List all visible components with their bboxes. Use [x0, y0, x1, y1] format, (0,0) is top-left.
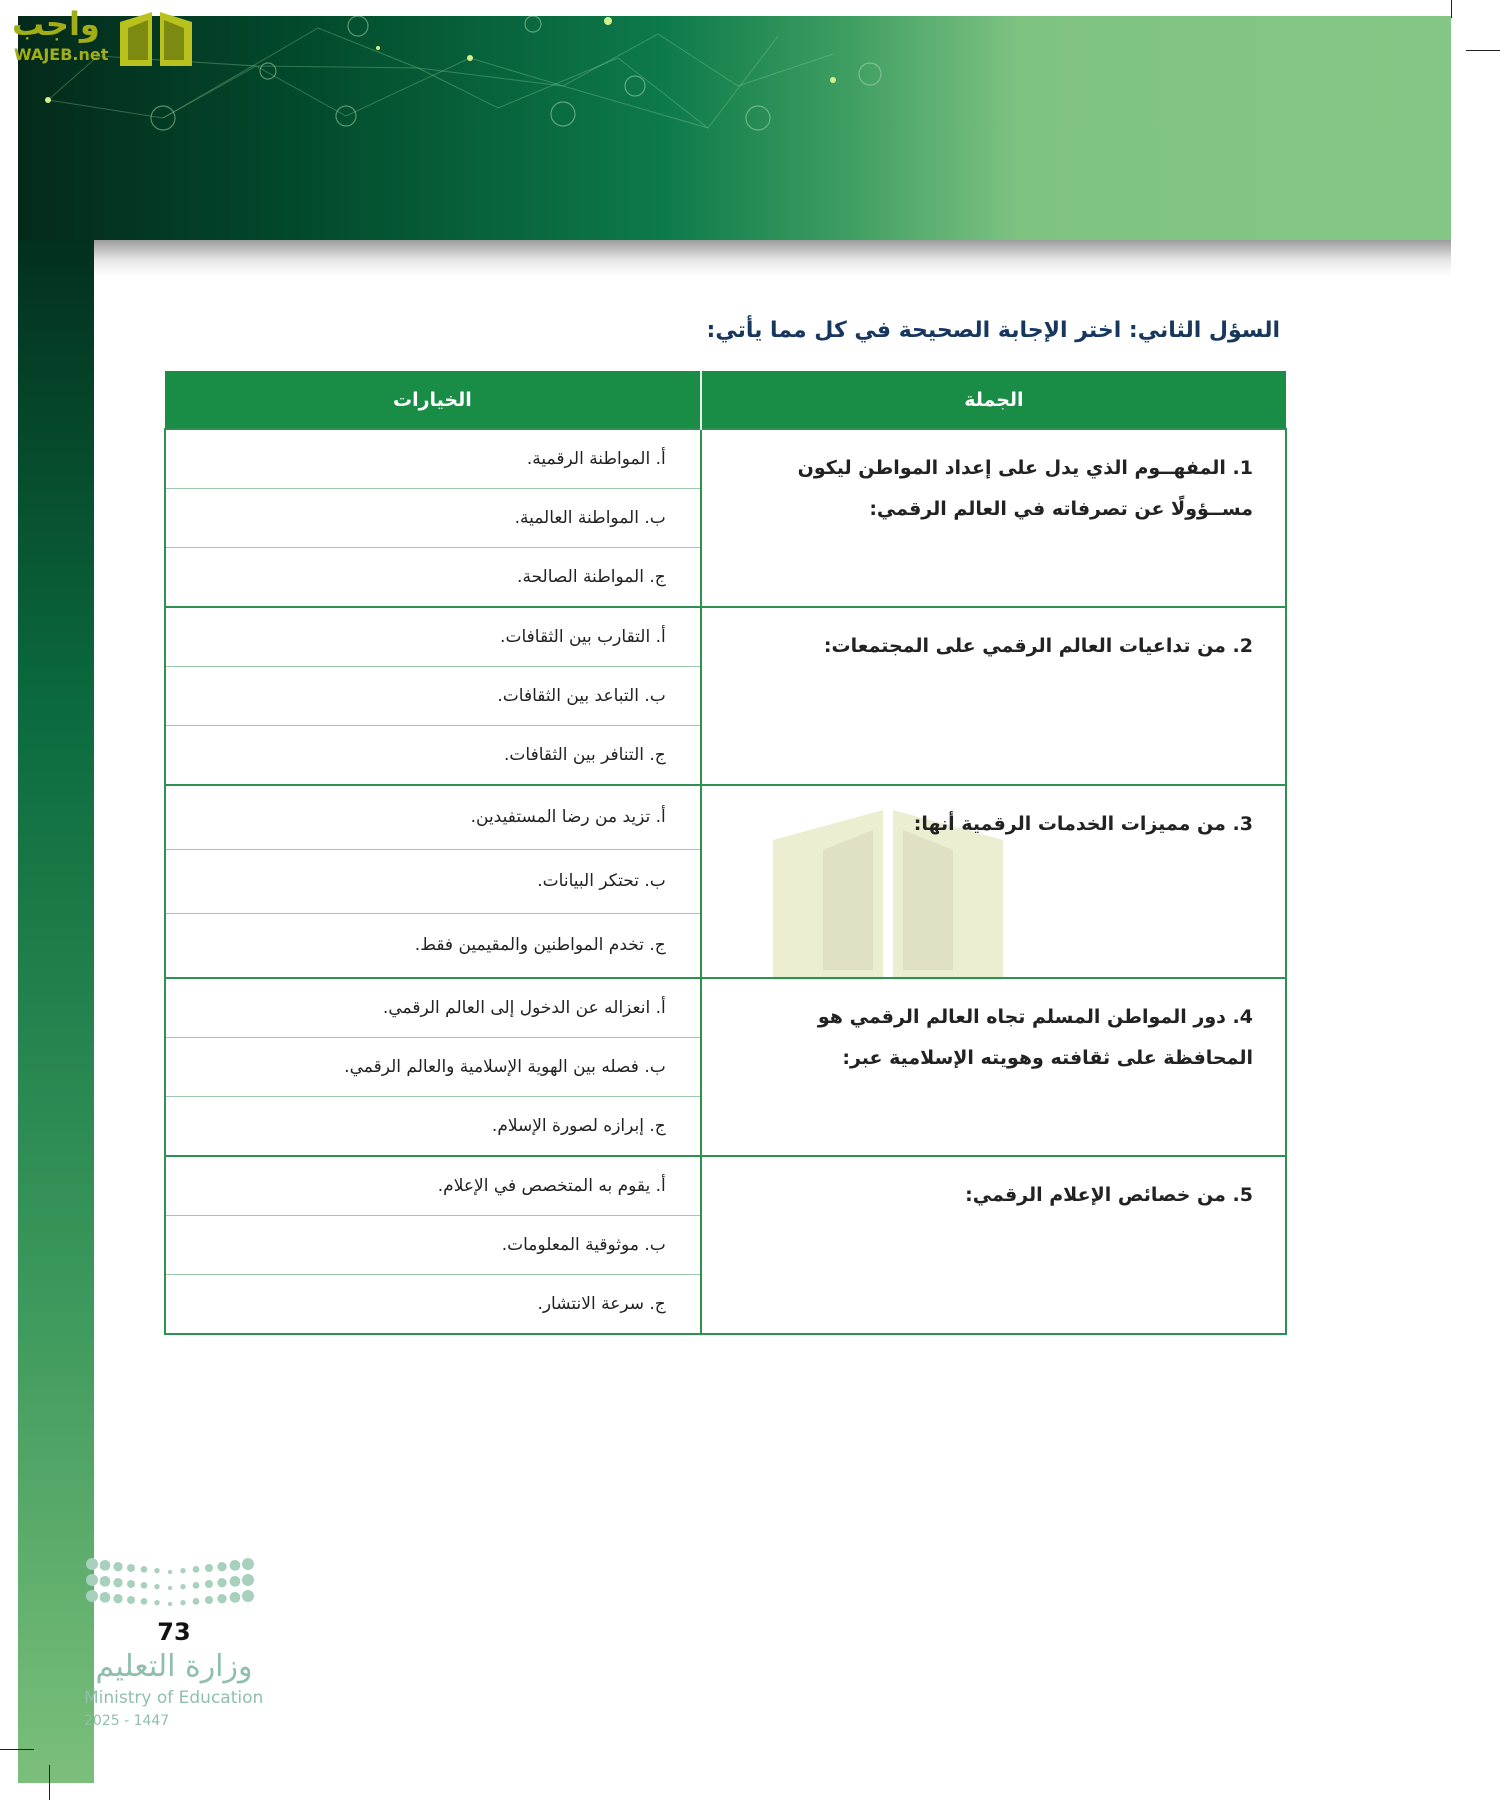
- logo-text-ar: واجب: [12, 5, 100, 43]
- ministry-dot: [141, 1582, 148, 1589]
- table-row: [165, 1156, 1286, 1334]
- table-row: [165, 607, 1286, 785]
- options-cell: [165, 429, 701, 607]
- ministry-dot: [86, 1558, 98, 1570]
- answer-option[interactable]: أ. انعزاله عن الدخول إلى العالم الرقمي.: [166, 979, 700, 1038]
- ministry-dot: [230, 1592, 241, 1603]
- ministry-dot: [154, 1568, 159, 1573]
- ministry-dot: [168, 1602, 172, 1606]
- answer-option[interactable]: أ. تزيد من رضا المستفيدين.: [166, 786, 700, 850]
- crop-mark: [49, 1765, 50, 1800]
- ministry-dot: [141, 1598, 148, 1605]
- ministry-dot: [113, 1578, 122, 1587]
- answer-option[interactable]: ج. المواطنة الصالحة.: [517, 567, 666, 587]
- ministry-dot: [100, 1592, 111, 1603]
- ministry-logo: [84, 1556, 284, 1756]
- ministry-dot: [141, 1566, 148, 1573]
- ministry-dot: [193, 1582, 200, 1589]
- ministry-dot: [242, 1558, 254, 1570]
- ministry-dot: [180, 1568, 185, 1573]
- ministry-dot: [193, 1566, 200, 1573]
- question-text: 2. من تداعيات العالم الرقمي على المجتمعات:: [701, 607, 1286, 785]
- options-cell: [165, 785, 701, 978]
- answer-option[interactable]: ب. فصله بين الهوية الإسلامية والعالم الرقمي.: [166, 1038, 700, 1097]
- ministry-name-ar: وزارة التعليم: [95, 1649, 253, 1684]
- wajeb-logo: [10, 6, 190, 68]
- table-row: [165, 978, 1286, 1156]
- ministry-name-en: Ministry of Education: [84, 1688, 264, 1708]
- question-text: 5. من خصائص الإعلام الرقمي:: [701, 1156, 1286, 1334]
- edition-year: 2025 - 1447: [84, 1713, 170, 1729]
- ministry-dot: [127, 1596, 135, 1604]
- question-title: السؤل الثاني: اختر الإجابة الصحيحة في كل مما يأتي:: [706, 318, 1280, 343]
- ministry-dot: [180, 1584, 185, 1589]
- question-text: 4. دور المواطن المسلم تجاه العالم الرقمي هو المحافظة على ثقافته وهويته الإسلامية عبر:: [701, 978, 1286, 1156]
- crop-mark: [1466, 50, 1500, 51]
- answer-option[interactable]: ب. المواطنة العالمية.: [166, 489, 700, 548]
- answer-option[interactable]: ب. التباعد بين الثقافات.: [166, 667, 700, 726]
- answer-option[interactable]: ج. التنافر بين الثقافات.: [503, 745, 666, 765]
- header-banner: [18, 16, 1451, 240]
- ministry-dot: [127, 1580, 135, 1588]
- book-icon: [116, 8, 196, 68]
- ministry-dot: [205, 1580, 213, 1588]
- answer-option[interactable]: أ. يقوم به المتخصص في الإعلام.: [166, 1157, 700, 1216]
- ministry-dots-icon: [84, 1556, 264, 1618]
- options-cell: [165, 978, 701, 1156]
- ministry-dot: [230, 1576, 241, 1587]
- crop-mark: [0, 1749, 34, 1750]
- options-cell: [165, 607, 701, 785]
- ministry-dot: [217, 1578, 226, 1587]
- ministry-dot: [168, 1586, 172, 1590]
- answer-option[interactable]: ب. موثوقية المعلومات.: [166, 1216, 700, 1275]
- answer-option[interactable]: ج. إبرازه لصورة الإسلام.: [491, 1116, 666, 1136]
- answer-option[interactable]: أ. التقارب بين الثقافات.: [166, 608, 700, 667]
- ministry-dot: [86, 1574, 98, 1586]
- answer-option[interactable]: أ. المواطنة الرقمية.: [166, 430, 700, 489]
- crop-mark: [1451, 0, 1452, 18]
- question-text: 3. من مميزات الخدمات الرقمية أنها:: [701, 785, 1286, 978]
- ministry-dot: [193, 1598, 200, 1605]
- answer-option[interactable]: ج. تخدم المواطنين والمقيمين فقط.: [414, 935, 666, 955]
- ministry-dot: [242, 1574, 254, 1586]
- ministry-dot: [100, 1560, 111, 1571]
- ministry-dot: [205, 1596, 213, 1604]
- ministry-dot: [154, 1600, 159, 1605]
- questions-table: [164, 371, 1287, 1335]
- banner-shadow: [94, 240, 1451, 276]
- column-header-options: الخيارات: [165, 371, 701, 429]
- table-row: [165, 785, 1286, 978]
- ministry-dot: [100, 1576, 111, 1587]
- column-header-sentence: الجملة: [701, 371, 1286, 429]
- answer-option[interactable]: ج. سرعة الانتشار.: [537, 1294, 666, 1314]
- ministry-dot: [205, 1564, 213, 1572]
- ministry-dot: [242, 1590, 254, 1602]
- ministry-dot: [217, 1594, 226, 1603]
- logo-text-en: WAJEB.net: [14, 45, 109, 64]
- ministry-dot: [217, 1562, 226, 1571]
- ministry-dot: [168, 1570, 172, 1574]
- page-number: 73: [157, 1618, 191, 1646]
- ministry-dot: [127, 1564, 135, 1572]
- options-cell: [165, 1156, 701, 1334]
- ministry-dot: [113, 1562, 122, 1571]
- side-stripe: [18, 240, 94, 1783]
- question-text: 1. المفهــوم الذي يدل على إعداد المواطن ليكون مســؤولًا عن تصرفاته في العالم الرقمي:: [701, 429, 1286, 607]
- ministry-dot: [86, 1590, 98, 1602]
- answer-option[interactable]: ب. تحتكر البيانات.: [166, 850, 700, 914]
- ministry-dot: [113, 1594, 122, 1603]
- ministry-dot: [154, 1584, 159, 1589]
- ministry-dot: [230, 1560, 241, 1571]
- ministry-dot: [180, 1600, 185, 1605]
- table-row: [165, 429, 1286, 607]
